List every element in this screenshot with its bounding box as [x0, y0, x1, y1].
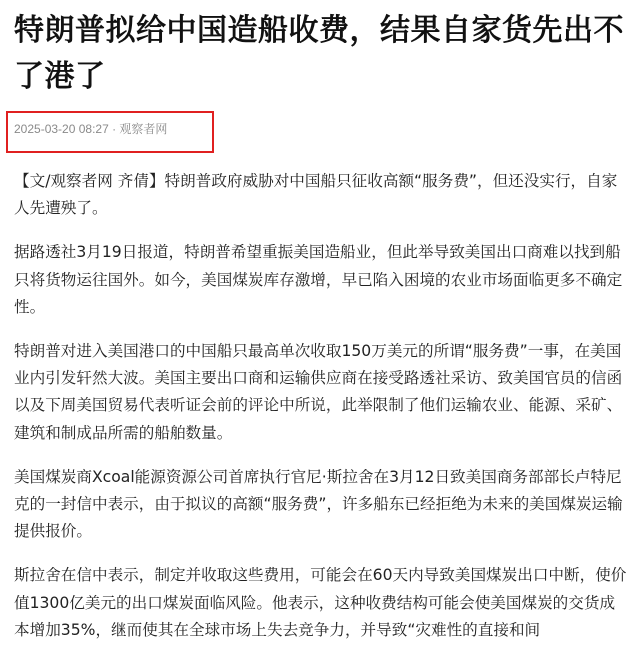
paragraph: 斯拉舍在信中表示，制定并收取这些费用，可能会在60天内导致美国煤炭出口中断，使价值1300亿美元的出口煤炭面临风险。他表示，这种收费结构可能会使美国煤炭的交货成本增加35%，继而使其在全球市场上失去竞争力，并导致“灾难性的直接和间: [14, 566, 627, 639]
article-meta: 2025-03-20 08:27 · 观察者网: [14, 122, 168, 136]
article-title: 特朗普拟给中国造船收费，结果自家货先出不了港了: [14, 13, 624, 94]
paragraph: 特朗普对进入美国港口的中国船只最高单次收取150万美元的所谓“服务费”一事，在美国业内引发轩然大波。美国主要出口商和运输供应商在接受路透社采访、致美国官员的信函以及下周美国贸易代表听证会前的评论中所说，此举限制了他们运输农业、能源、采矿、建筑和制成品所需的船舶数量。: [14, 342, 623, 442]
article-body: [14, 168, 628, 661]
paragraph: 据路透社3月19日报道，特朗普希望重振美国造船业，但此举导致美国出口商难以找到船只将货物运往国外。如今，美国煤炭库存激增，早已陷入困境的农业市场面临更多不确定性。: [14, 243, 623, 316]
paragraph: 【文/观察者网 齐倩】特朗普政府威胁对中国船只征收高额“服务费”，但还没实行，自家人先遭殃了。: [14, 172, 618, 218]
paragraph: 美国煤炭商Xcoal能源资源公司首席执行官尼·斯拉舍在3月12日致美国商务部部长卢特尼克的一封信中表示，由于拟议的高额“服务费”，许多船东已经拒绝为未来的美国煤炭运输提供报价。: [14, 467, 623, 541]
article: [14, 0, 628, 639]
